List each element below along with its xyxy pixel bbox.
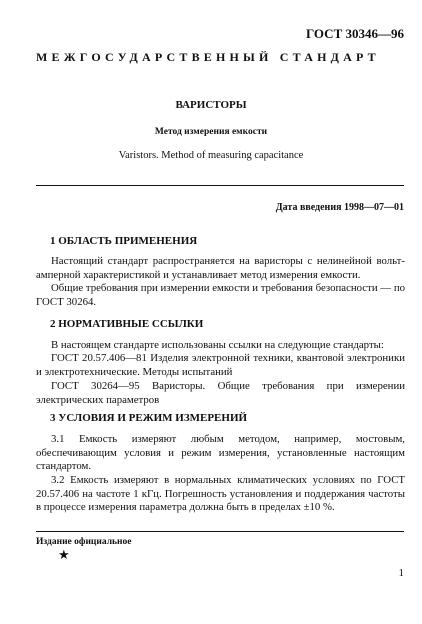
document-title: ВАРИСТОРЫ — [175, 99, 247, 111]
standard-banner: МЕЖГОСУДАРСТВЕННЫЙ СТАНДАРТ — [36, 50, 380, 64]
section-2-heading: 2 НОРМАТИВНЫЕ ССЫЛКИ — [50, 318, 204, 330]
divider-bottom — [36, 531, 404, 532]
page-number: 1 — [398, 567, 404, 579]
section-1-paragraph-1: Настоящий стандарт распространяется на варисторы с нелинейной вольт-амперной характеристикой и устанавливает метод измерения емкости. — [36, 255, 405, 281]
section-2-paragraph-3: ГОСТ 30264—95 Варисторы. Общие требования при измерении электрических параметров — [36, 380, 405, 406]
document-subtitle: Метод измерения емкости — [154, 127, 268, 137]
section-2-paragraph-2: ГОСТ 20.57.406—81 Изделия электронной техники, квантовой электроники и электротехнические. Методы испытаний — [36, 352, 405, 378]
section-2-paragraph-1: В настоящем стандарте использованы ссылки на следующие стандарты: — [51, 339, 384, 351]
section-3-heading: 3 УСЛОВИЯ И РЕЖИМ ИЗМЕРЕНИЙ — [50, 412, 248, 424]
effective-date: Дата введения 1998—07—01 — [275, 202, 404, 213]
document-code: ГОСТ 30346—96 — [305, 26, 404, 41]
star-icon: ★ — [58, 547, 70, 562]
section-1-paragraph-2: Общие требования при измерении емкости и требования безопасности — по ГОСТ 30264. — [36, 282, 405, 308]
divider-top — [36, 185, 404, 186]
section-3-paragraph-2: 3.2 Емкость измеряют в нормальных климатических условиях по ГОСТ 20.57.406 на частоте 1 кГц. Погрешность установления и поддержания частоты в процессе измерения параметра должна быть в пределах ±10 %. — [36, 474, 405, 513]
official-edition-label: Издание официальное — [36, 537, 132, 547]
section-1-heading: 1 ОБЛАСТЬ ПРИМЕНЕНИЯ — [50, 235, 198, 247]
section-3-paragraph-1: 3.1 Емкость измеряют любым методом, например, мостовым, обеспечивающим условия и режим измерения, установленные настоящим стандартом. — [36, 433, 405, 472]
english-title: Varistors. Method of measuring capacitance — [118, 150, 304, 161]
